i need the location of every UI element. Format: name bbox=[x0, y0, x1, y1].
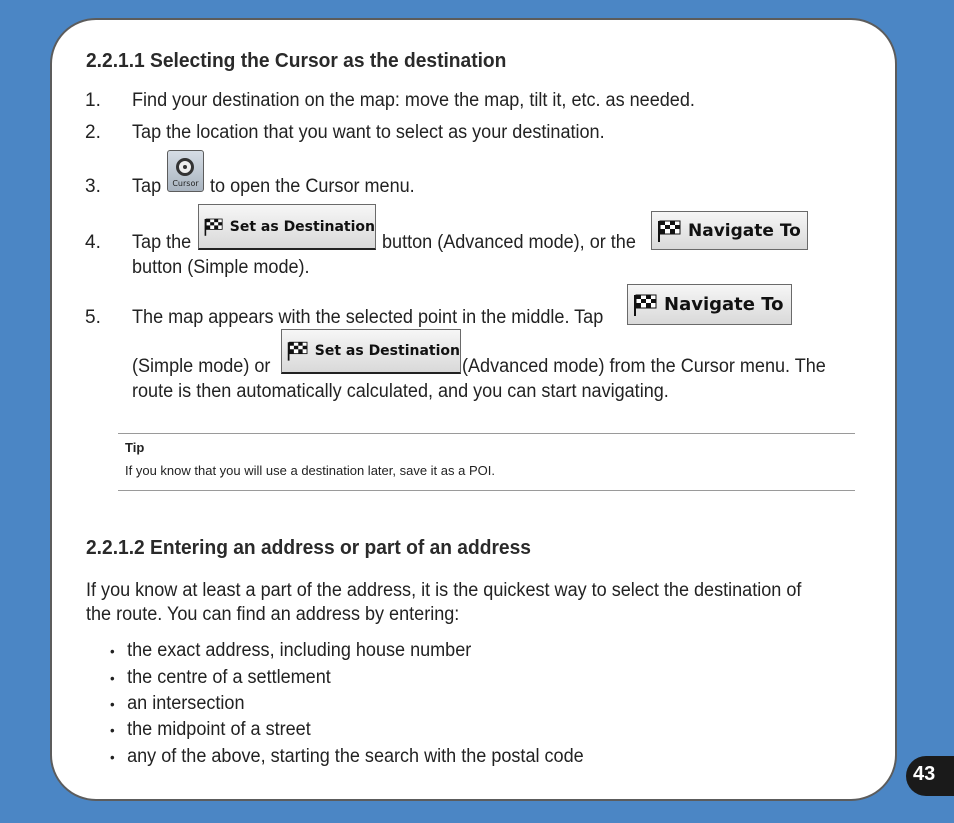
step-text: button (Advanced mode), or the bbox=[382, 232, 636, 253]
step-text: (Simple mode) or bbox=[132, 356, 271, 377]
step-text: (Advanced mode) from the Cursor menu. The bbox=[462, 356, 826, 377]
step-text: button (Simple mode). bbox=[132, 257, 310, 278]
navigate-to-button-image bbox=[627, 284, 792, 325]
tip-bottom-rule bbox=[118, 490, 855, 491]
set-as-destination-button-image bbox=[281, 329, 461, 374]
button-image-label: Set as Destination bbox=[314, 343, 460, 359]
checkered-flag-icon bbox=[286, 339, 309, 363]
bullet-item: • an intersection bbox=[110, 693, 245, 714]
bullet-item: • the centre of a settlement bbox=[110, 667, 331, 688]
cursor-icon bbox=[167, 150, 204, 192]
button-image-label: Navigate To bbox=[688, 220, 801, 241]
button-image-label: Navigate To bbox=[664, 294, 784, 315]
step-text: Tap the bbox=[132, 232, 192, 253]
step-number: 5. bbox=[85, 307, 101, 328]
step-text: Tap bbox=[132, 176, 162, 197]
checkered-flag-icon bbox=[656, 219, 682, 243]
paragraph-line: If you know at least a part of the address, it is the quickest way to select the destination of bbox=[86, 580, 802, 601]
step-number: 1. bbox=[85, 90, 101, 111]
tip-text: If you know that you will use a destination later, save it as a POI. bbox=[125, 463, 495, 478]
paragraph-line: the route. You can find an address by entering: bbox=[86, 604, 460, 625]
bullet-item: • any of the above, starting the search with the postal code bbox=[110, 746, 584, 767]
step-number: 4. bbox=[85, 232, 101, 253]
section-heading-cursor: 2.2.1.1 Selecting the Cursor as the destination bbox=[86, 50, 507, 72]
set-as-destination-button-image bbox=[198, 204, 376, 250]
bullet-item: • the midpoint of a street bbox=[110, 719, 311, 740]
checkered-flag-icon bbox=[632, 293, 658, 317]
page-number: 43 bbox=[913, 763, 936, 785]
step-text: route is then automatically calculated, and you can start navigating. bbox=[132, 381, 669, 402]
tip-title: Tip bbox=[125, 440, 145, 455]
bullet-item: • the exact address, including house number bbox=[110, 640, 472, 661]
button-image-label: Set as Destination bbox=[229, 218, 375, 235]
cursor-icon-label: Cursor bbox=[172, 179, 199, 188]
section-heading-address: 2.2.1.2 Entering an address or part of an address bbox=[86, 537, 531, 559]
navigate-to-button-image bbox=[651, 211, 808, 250]
step-text: to open the Cursor menu. bbox=[210, 176, 415, 197]
tip-top-rule bbox=[118, 433, 855, 434]
step-text: Find your destination on the map: move the map, tilt it, etc. as needed. bbox=[132, 90, 695, 111]
checkered-flag-icon bbox=[203, 215, 224, 239]
step-text: The map appears with the selected point in the middle. Tap bbox=[132, 307, 604, 328]
step-number: 3. bbox=[85, 176, 101, 197]
target-icon bbox=[176, 158, 194, 176]
step-text: Tap the location that you want to select as your destination. bbox=[132, 122, 605, 143]
step-number: 2. bbox=[85, 122, 101, 143]
